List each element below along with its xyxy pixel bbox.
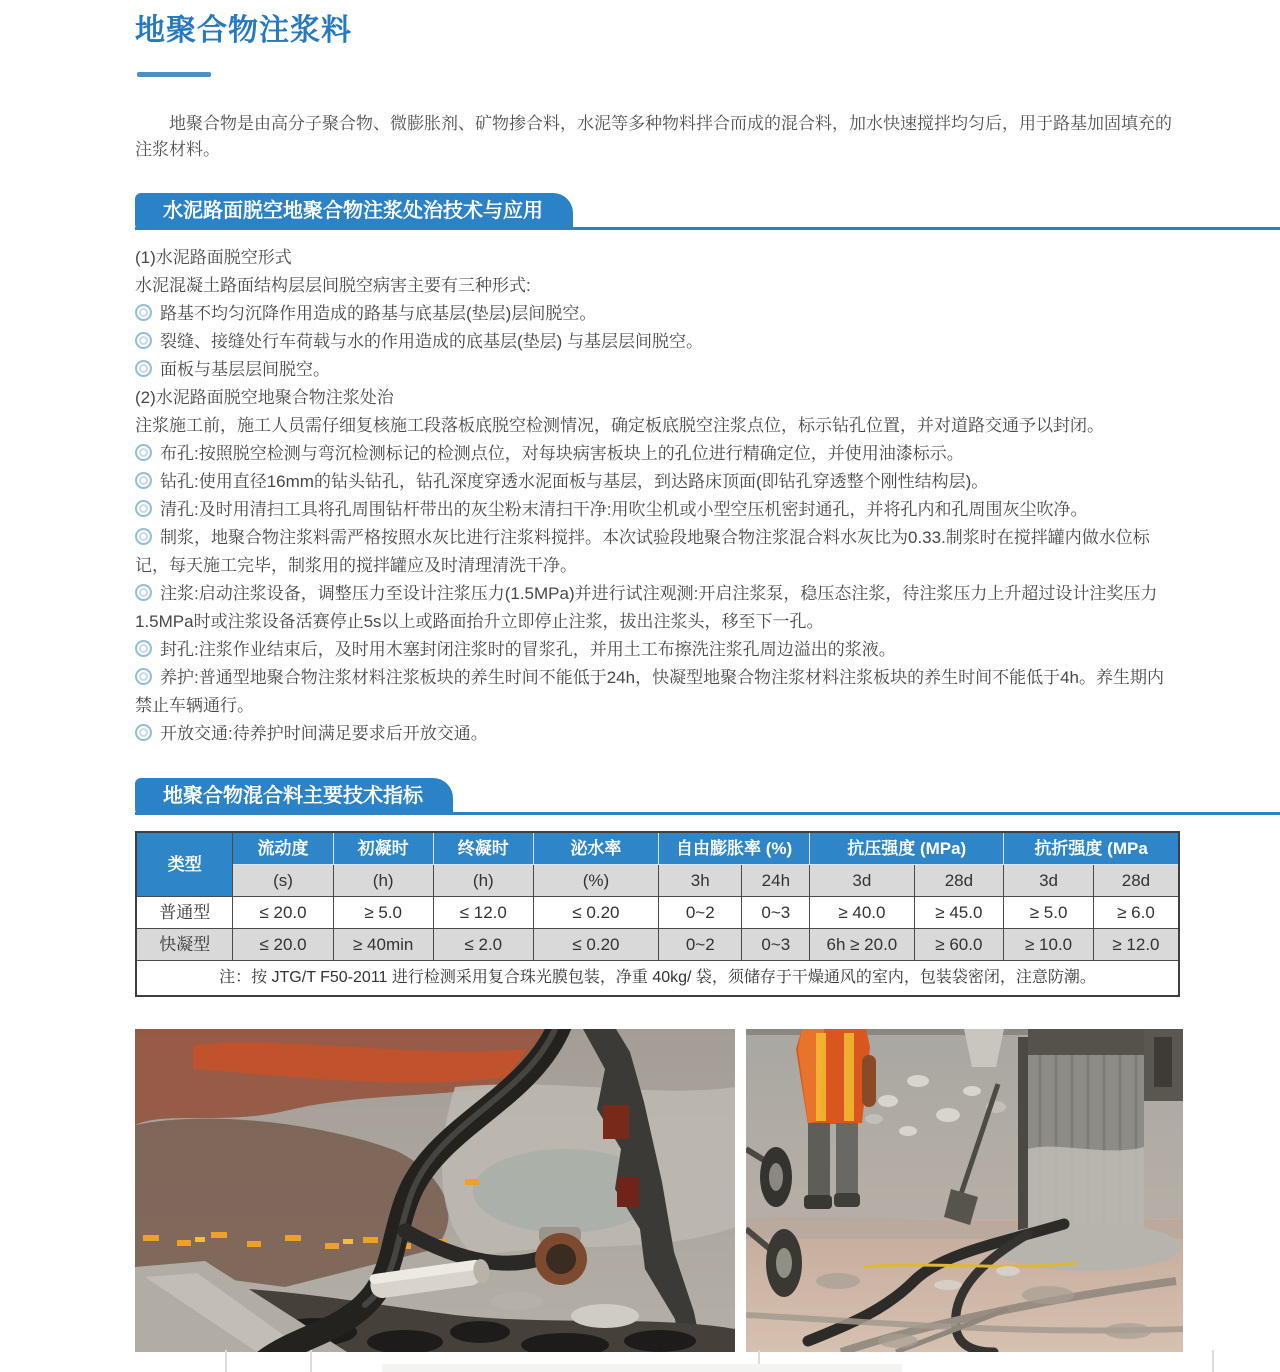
sub-header: (s) <box>233 865 333 897</box>
ring-bullet-icon <box>135 304 152 321</box>
value-cell: 0~2 <box>659 897 742 929</box>
bullet-text: 制浆，地聚合物注浆料需严格按照水灰比进行注浆料搅拌。本次试验段地聚合物注浆混合料水灰比为0.33.制浆时在搅拌罐内做水位标记，每天施工完毕，制浆用的搅拌罐应及时清理清洗干净。 <box>135 528 1150 575</box>
ring-bullet-icon <box>135 724 152 741</box>
ring-bullet-icon <box>135 332 152 349</box>
bullet-text: 开放交通:待养护时间满足要求后开放交通。 <box>160 724 488 743</box>
sub-header: 28d <box>914 865 1004 897</box>
bullet-text: 面板与基层层间脱空。 <box>160 360 330 379</box>
photo-pavement-grouting-hole <box>135 1029 735 1352</box>
bullet-item <box>135 636 1180 664</box>
ring-bullet-icon <box>135 500 152 517</box>
sub-header: (%) <box>533 865 658 897</box>
ring-bullet-icon <box>135 584 152 601</box>
group-header: 终凝时 <box>433 832 533 865</box>
sub-header: 3d <box>1004 865 1094 897</box>
row-type-cell: 普通型 <box>136 897 233 929</box>
value-cell: ≥ 10.0 <box>1004 929 1094 961</box>
bullet-item <box>135 300 1180 328</box>
table-row <box>136 929 1179 961</box>
sub-header: 24h <box>742 865 810 897</box>
value-cell: ≥ 45.0 <box>914 897 1004 929</box>
ring-bullet-icon <box>135 528 152 545</box>
group-header: 抗压强度 (MPa) <box>810 832 1004 865</box>
group-header: 流动度 <box>233 832 333 865</box>
page-title: 地聚合物注浆料 <box>135 14 352 47</box>
section2-banner: 地聚合物混合料主要技术指标 <box>135 778 453 815</box>
value-cell: ≥ 12.0 <box>1093 929 1179 961</box>
value-cell: ≥ 40min <box>333 929 433 961</box>
bullet-text: 清孔:及时用清扫工具将孔周围钻杆带出的灰尘粉末清扫干净:用吹尘机或小型空压机密封通孔，并将孔内和孔周围灰尘吹净。 <box>160 500 1088 519</box>
photo-row <box>135 1029 1180 1352</box>
section1-banner-row <box>135 193 1180 230</box>
paragraph: (2)水泥路面脱空地聚合物注浆处治 <box>135 388 394 407</box>
spec-table <box>135 831 1180 997</box>
ring-bullet-icon <box>135 472 152 489</box>
paragraph: 水泥混凝土路面结构层层间脱空病害主要有三种形式: <box>135 276 531 295</box>
value-cell: 0~3 <box>742 897 810 929</box>
bullet-item <box>135 580 1180 636</box>
intro-paragraph: 地聚合物是由高分子聚合物、微膨胀剂、矿物掺合料，水泥等多种物料拌合而成的混合料，加水快速搅拌均匀后，用于路基加固填充的注浆材料。 <box>135 114 1172 159</box>
bullet-text: 裂缝、接缝处行车荷载与水的作用造成的底基层(垫层) 与基层层间脱空。 <box>160 332 704 351</box>
bullet-text: 养护:普通型地聚合物注浆材料注浆板块的养生时间不能低于24h，快凝型地聚合物注浆材料注浆板块的养生时间不能低于4h。养生期内禁止车辆通行。 <box>135 668 1164 715</box>
value-cell: ≥ 5.0 <box>1004 897 1094 929</box>
value-cell: ≤ 20.0 <box>233 929 333 961</box>
bullet-item <box>135 524 1180 580</box>
table-header-row-2 <box>136 865 1179 897</box>
sub-header: 3h <box>659 865 742 897</box>
value-cell: ≤ 0.20 <box>533 897 658 929</box>
section2-banner-row <box>135 778 1180 815</box>
value-cell: 0~3 <box>742 929 810 961</box>
ring-bullet-icon <box>135 640 152 657</box>
value-cell: ≤ 0.20 <box>533 929 658 961</box>
ring-bullet-icon <box>135 668 152 685</box>
table-header-row-1 <box>136 832 1179 865</box>
sub-header: 28d <box>1093 865 1179 897</box>
table-row <box>136 897 1179 929</box>
ring-bullet-icon <box>135 360 152 377</box>
photo-grouting-equipment-site <box>746 1029 1183 1352</box>
group-header: 自由膨胀率 (%) <box>659 832 810 865</box>
group-header: 泌水率 <box>533 832 658 865</box>
value-cell: ≥ 40.0 <box>810 897 914 929</box>
paragraph: (1)水泥路面脱空形式 <box>135 248 292 267</box>
title-underline <box>137 72 211 77</box>
value-cell: ≤ 20.0 <box>233 897 333 929</box>
bullet-text: 路基不均匀沉降作用造成的路基与底基层(垫层)层间脱空。 <box>160 304 597 323</box>
bullet-item <box>135 328 1180 356</box>
bullet-item <box>135 356 1180 384</box>
photo-left-illustration <box>135 1029 735 1352</box>
bullet-text: 封孔:注浆作业结束后，及时用木塞封闭注浆时的冒浆孔，并用土工布擦洗注浆孔周边溢出的浆液。 <box>160 640 896 659</box>
bullet-item <box>135 720 1180 748</box>
value-cell: 6h ≥ 20.0 <box>810 929 914 961</box>
photo-right-illustration <box>746 1029 1183 1352</box>
section1-banner: 水泥路面脱空地聚合物注浆处治技术与应用 <box>135 193 573 230</box>
table-corner-header: 类型 <box>136 832 233 897</box>
value-cell: ≤ 2.0 <box>433 929 533 961</box>
paragraph: 注浆施工前，施工人员需仔细复核施工段落板底脱空检测情况，确定板底脱空注浆点位，标示钻孔位置，并对道路交通予以封闭。 <box>135 416 1104 435</box>
value-cell: ≥ 6.0 <box>1093 897 1179 929</box>
bullet-item <box>135 496 1180 524</box>
group-header: 抗折强度 (MPa <box>1004 832 1179 865</box>
value-cell: ≤ 12.0 <box>433 897 533 929</box>
bullet-item <box>135 664 1180 720</box>
value-cell: 0~2 <box>659 929 742 961</box>
table-note: 注：按 JTG/T F50-2011 进行检测采用复合珠光膜包装，净重 40kg/ 袋，须储存于干燥通风的室内，包装袋密闭，注意防潮。 <box>136 961 1179 997</box>
bullet-text: 注浆:启动注浆设备，调整压力至设计注浆压力(1.5MPa)并进行试注观测:开启注浆泵，稳压态注浆，待注浆压力上升超过设计注奖压力1.5MPa时或注浆设备活赛停止5s以上或路面抬升立即停止注浆，拔出注浆头，移至下一孔。 <box>135 584 1158 631</box>
bullet-text: 钻孔:使用直径16mm的钻头钻孔，钻孔深度穿透水泥面板与基层，到达路床顶面(即钻孔穿透整个刚性结构层)。 <box>160 472 989 491</box>
group-header: 初凝时 <box>333 832 433 865</box>
row-type-cell: 快凝型 <box>136 929 233 961</box>
next-page-cutoff-marks <box>0 1350 1280 1372</box>
sub-header: (h) <box>433 865 533 897</box>
sub-header: 3d <box>810 865 914 897</box>
ring-bullet-icon <box>135 444 152 461</box>
section1-body <box>135 244 1180 748</box>
table-note-row <box>136 961 1179 997</box>
bullet-item <box>135 440 1180 468</box>
bullet-text: 布孔:按照脱空检测与弯沉检测标记的检测点位，对每块病害板块上的孔位进行精确定位，并使用油漆标示。 <box>160 444 964 463</box>
sub-header: (h) <box>333 865 433 897</box>
value-cell: ≥ 60.0 <box>914 929 1004 961</box>
value-cell: ≥ 5.0 <box>333 897 433 929</box>
bullet-item <box>135 468 1180 496</box>
